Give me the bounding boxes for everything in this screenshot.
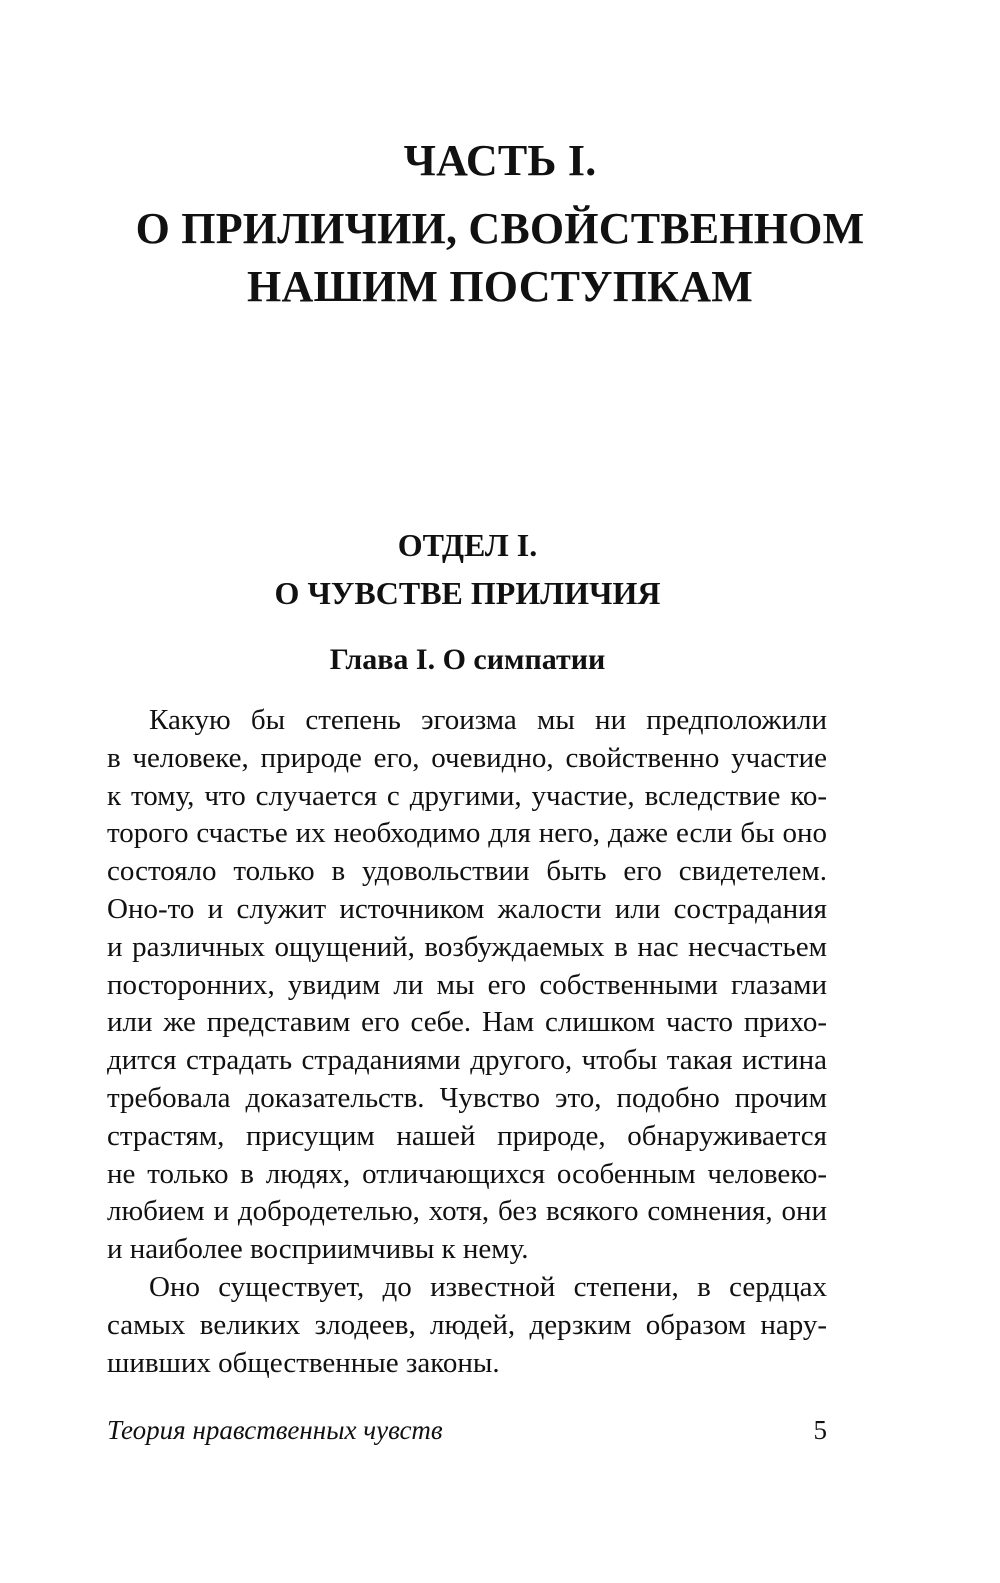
text-line: любием и добродетелью, хотя, без всякого сомнения, они xyxy=(107,1195,827,1228)
chapter-heading: Глава I. О симпатии xyxy=(329,643,606,676)
paragraph-1 xyxy=(107,702,827,1269)
text-line: Какую бы степень эгоизма мы ни предположили xyxy=(149,704,827,736)
text-line: состояло только в удовольствии быть его свидетелем. xyxy=(107,855,827,888)
part-number: ЧАСТЬ I. xyxy=(403,136,597,185)
part-title-line-2: НАШИМ ПОСТУПКАМ xyxy=(247,262,753,311)
text-line: торого счастье их необходимо для него, даже если бы оно xyxy=(107,817,827,850)
text-line: посторонних, увидим ли мы его собственными глазами xyxy=(107,968,827,1001)
text-line: или же представим его себе. Нам слишком часто прихо- xyxy=(107,1006,827,1039)
text-line: шивших общественные законы. xyxy=(107,1346,500,1379)
running-title: Теория нравственных чувств xyxy=(107,1415,443,1445)
text-line: к тому, что случается с другими, участие, вследствие ко- xyxy=(107,779,827,812)
section-heading xyxy=(0,521,935,617)
part-heading xyxy=(0,132,1000,316)
text-line: и наиболее восприимчивы к нему. xyxy=(107,1233,529,1266)
section-number: ОТДЕЛ I. xyxy=(397,527,538,563)
text-line: дится страдать страданиями другого, чтобы такая истина xyxy=(107,1044,827,1077)
body-text xyxy=(107,702,827,1382)
text-line: и различных ощущений, возбуждаемых в нас несчастьем xyxy=(107,930,827,963)
part-title-line-1: О ПРИЛИЧИИ, СВОЙСТВЕННОМ xyxy=(135,204,865,253)
text-line: самых великих злодеев, людей, дерзким образом нару- xyxy=(107,1308,827,1341)
paragraph-2 xyxy=(107,1269,827,1382)
text-line: не только в людях, отличающихся особенным человеко- xyxy=(107,1157,827,1190)
page-number: 5 xyxy=(813,1415,827,1445)
text-line: требовала доказательств. Чувство это, подобно прочим xyxy=(107,1081,827,1114)
text-line: Оно существует, до известной степени, в сердцах xyxy=(149,1270,827,1303)
page-footer xyxy=(107,1412,827,1448)
section-title: О ЧУВСТВЕ ПРИЛИЧИЯ xyxy=(274,575,661,611)
text-line: в человеке, природе его, очевидно, свойственно участие xyxy=(107,741,827,774)
text-line: Оно-то и служит источником жалости или сострадания xyxy=(107,892,827,925)
text-line: страстям, присущим нашей природе, обнаруживается xyxy=(107,1119,827,1152)
